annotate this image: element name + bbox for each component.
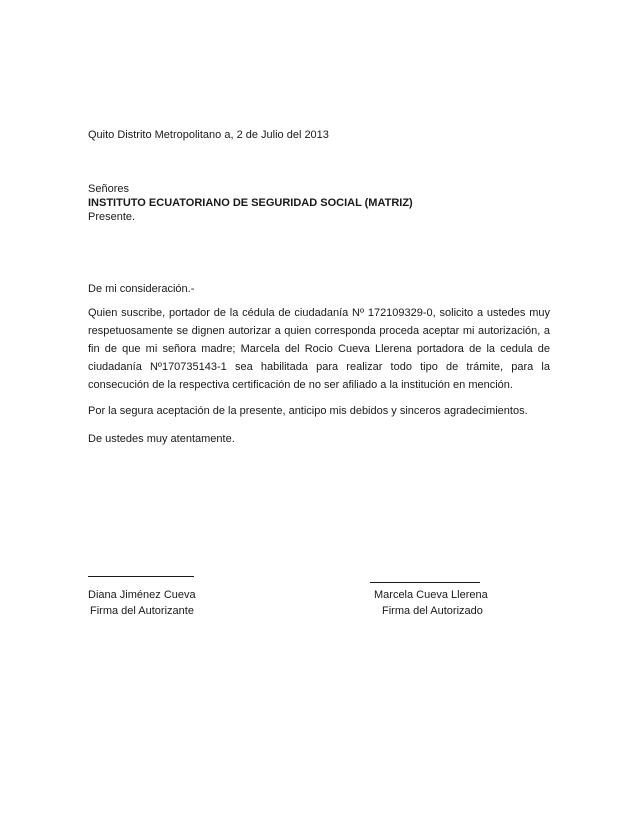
right-signature-line <box>370 582 480 583</box>
thanks-paragraph: Por la segura aceptación de la presente, anticipo mis debidos y sinceros agradecimientos. <box>88 405 528 417</box>
recipient-institution: INSTITUTO ECUATORIANO DE SEGURIDAD SOCIAL (MATRIZ) <box>88 197 413 209</box>
greeting: De mi consideración.- <box>88 283 195 295</box>
place-date: Quito Distrito Metropolitano a, 2 de Julio del 2013 <box>88 129 329 141</box>
left-signer-name: Diana Jiménez Cueva <box>88 589 196 601</box>
right-signer-name: Marcela Cueva Llerena <box>374 589 488 601</box>
body-paragraph: Quien suscribe, portador de la cédula de ciudadanía Nº 172109329-0, solicito a ustedes muy respetuosamente se dignen autorizar a quien corresponda proceda aceptar mi autorización, a fin de que mi señora madre; Marcela del Rocio Cueva Llerena portadora de la cedula de ciudadanía Nº170735143-1 sea habilitada para realizar todo tipo de trámite, para la consecución de la respectiva certificación de no ser afiliado a la institución en mención. <box>88 307 550 391</box>
salutation: Señores <box>88 183 129 195</box>
presente-text: Presente. <box>88 211 136 223</box>
left-signature-line <box>88 576 194 577</box>
right-signer-role: Firma del Autorizado <box>382 605 483 617</box>
closing-text: De ustedes muy atentamente. <box>88 433 235 445</box>
left-signer-role: Firma del Autorizante <box>90 605 194 617</box>
